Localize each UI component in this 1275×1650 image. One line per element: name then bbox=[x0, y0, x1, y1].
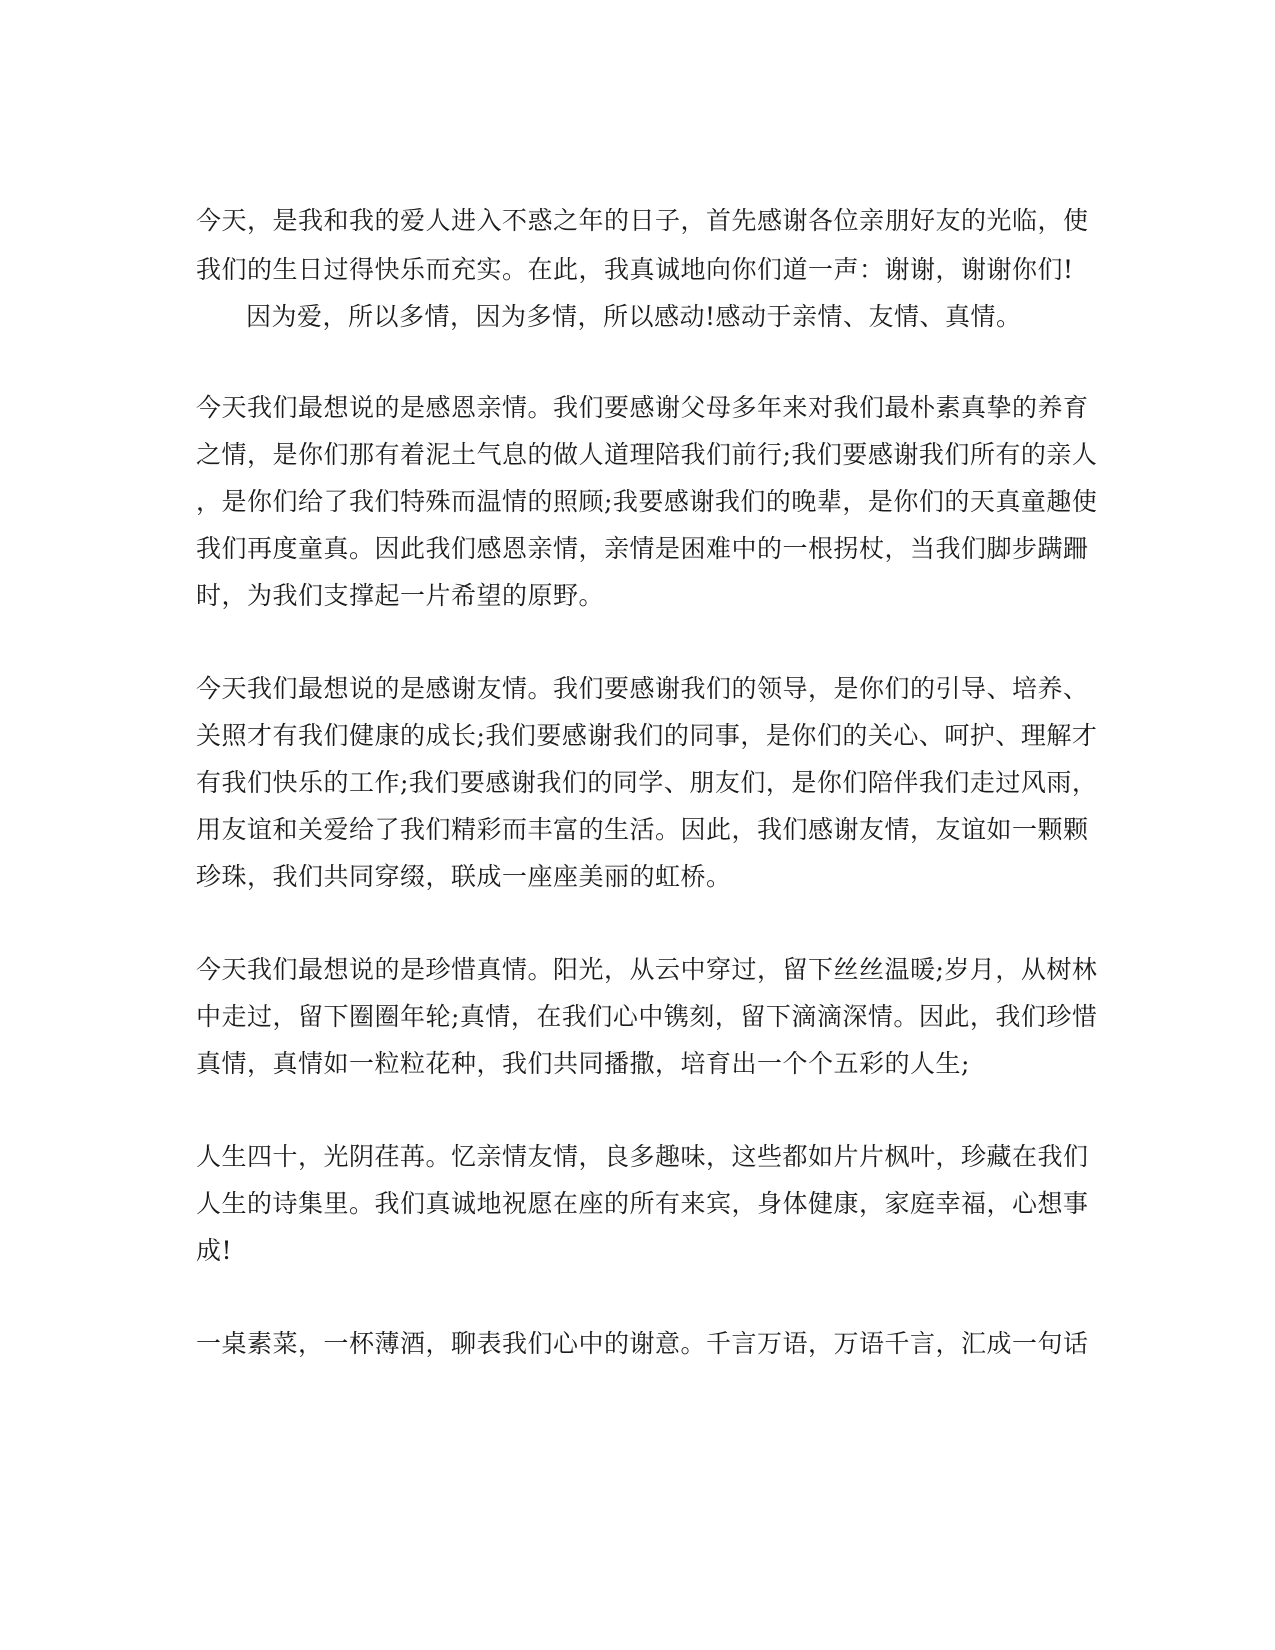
paragraph-3-line-2: 之情，是你们那有着泥土气息的做人道理陪我们前行;我们要感谢我们所有的亲人 bbox=[196, 440, 1098, 469]
paragraph-4-line-3: 有我们快乐的工作;我们要感谢我们的同学、朋友们，是你们陪伴我们走过风雨， bbox=[196, 768, 1098, 797]
paragraph-5-line-2: 中走过，留下圈圈年轮;真情，在我们心中镌刻，留下滴滴深情。因此，我们珍惜 bbox=[196, 1002, 1098, 1031]
paragraph-4-line-2: 关照才有我们健康的成长;我们要感谢我们的同事，是你们的关心、呵护、理解才 bbox=[196, 721, 1098, 750]
paragraph-3-line-4: 我们再度童真。因此我们感恩亲情，亲情是困难中的一根拐杖，当我们脚步蹒跚 bbox=[196, 534, 1089, 563]
paragraph-2-line-1: 因为爱，所以多情，因为多情，所以感动!感动于亲情、友情、真情。 bbox=[246, 302, 1022, 331]
paragraph-6-line-3: 成! bbox=[196, 1236, 233, 1265]
paragraph-3-line-3: ，是你们给了我们特殊而温情的照顾;我要感谢我们的晚辈，是你们的天真童趣使 bbox=[196, 487, 1098, 516]
paragraph-6-line-2: 人生的诗集里。我们真诚地祝愿在座的所有来宾，身体健康，家庭幸福，心想事 bbox=[196, 1189, 1089, 1218]
paragraph-4-line-1: 今天我们最想说的是感谢友情。我们要感谢我们的领导，是你们的引导、培养、 bbox=[196, 674, 1089, 703]
paragraph-1-line-1: 今天，是我和我的爱人进入不惑之年的日子，首先感谢各位亲朋好友的光临，使 bbox=[196, 206, 1089, 235]
paragraph-4-line-5: 珍珠，我们共同穿缀，联成一座座美丽的虹桥。 bbox=[196, 862, 732, 891]
paragraph-5-line-3: 真情，真情如一粒粒花种，我们共同播撒，培育出一个个五彩的人生; bbox=[196, 1049, 970, 1078]
paragraph-5-line-1: 今天我们最想说的是珍惜真情。阳光，从云中穿过，留下丝丝温暖;岁月，从树林 bbox=[196, 955, 1098, 984]
paragraph-3-line-1: 今天我们最想说的是感恩亲情。我们要感谢父母多年来对我们最朴素真挚的养育 bbox=[196, 393, 1089, 422]
paragraph-7-line-1: 一桌素菜，一杯薄酒，聊表我们心中的谢意。千言万语，万语千言，汇成一句话 bbox=[196, 1329, 1089, 1358]
paragraph-6-line-1: 人生四十，光阴荏苒。忆亲情友情，良多趣味，这些都如片片枫叶，珍藏在我们 bbox=[196, 1142, 1089, 1171]
paragraph-3-line-5: 时，为我们支撑起一片希望的原野。 bbox=[196, 581, 605, 610]
paragraph-4-line-4: 用友谊和关爱给了我们精彩而丰富的生活。因此，我们感谢友情，友谊如一颗颗 bbox=[196, 815, 1089, 844]
paragraph-1-line-2: 我们的生日过得快乐而充实。在此，我真诚地向你们道一声：谢谢，谢谢你们! bbox=[196, 255, 1074, 284]
